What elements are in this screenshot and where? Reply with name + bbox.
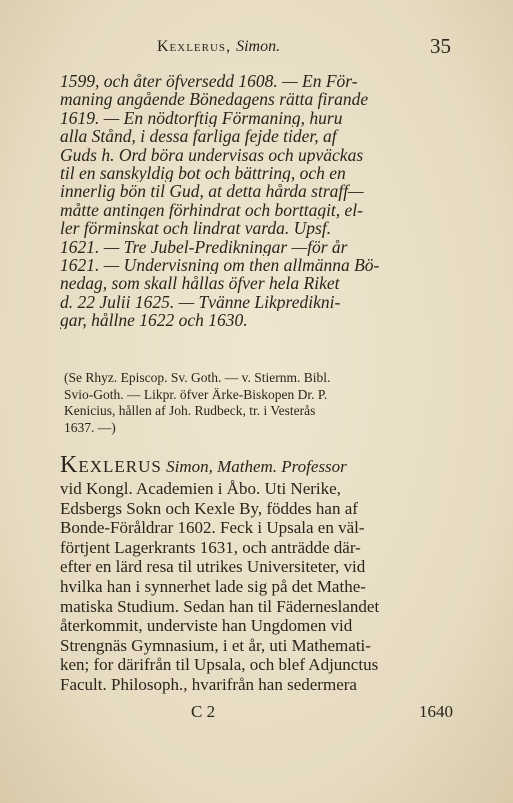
text-line: d. 22 Julii 1625. — Tvänne Likpredikni- xyxy=(60,292,341,312)
running-head xyxy=(157,38,280,56)
text-line: Guds h. Ord böra undervisas och upväckas xyxy=(60,145,364,164)
running-head-separator: , xyxy=(226,38,237,55)
catchword: 1640 xyxy=(419,702,453,721)
text-line: ler förminskat och lindrat varda. Upsf. xyxy=(60,219,332,238)
running-head-name: Kexlerus xyxy=(157,38,227,55)
text-line: måtte antingen förhindrat och borttagit, el- xyxy=(60,200,363,220)
text-line: maning angående Bönedagens rätta firande xyxy=(60,90,369,109)
text-line: matiska Studium. Sedan han til Fäderneslandet xyxy=(60,596,380,616)
text-line: hvilka han i synnerhet lade sig på det Mathe- xyxy=(60,576,366,596)
entry-title: Simon, Mathem. Professor xyxy=(161,457,347,476)
text-line: återkommit, underviste han Ungdomen vid xyxy=(60,616,353,636)
text-line: 1619. — En nödtorftig Förmaning, huru xyxy=(60,108,343,128)
page-header xyxy=(0,34,513,60)
text-line: 1599, och åter öfversedd 1608. — En För- xyxy=(60,72,358,91)
text-line: förtjent Lagerkrants 1631, och anträdde där- xyxy=(60,537,361,557)
running-head-given-name: Simon. xyxy=(236,38,281,55)
citation-note xyxy=(64,370,460,436)
text-line: 1621. — Tre Jubel-Predikningar —för år xyxy=(60,237,348,256)
signature-mark: C 2 xyxy=(191,702,216,721)
text-line: 1621. — Undervisning om then allmänna Bö- xyxy=(60,255,380,275)
text-line: efter en lärd resa til utrikes Universiteter, vid xyxy=(60,557,366,577)
entry-heading-line xyxy=(60,452,456,479)
text-line: alla Stånd, i dessa farliga fejde tider, af xyxy=(60,127,337,146)
citation-line: Kenicius, hållen af Joh. Rudbeck, tr. i Vesterås xyxy=(64,403,316,418)
text-line: vid Kongl. Academien i Åbo. Uti Nerike, xyxy=(60,479,341,498)
text-line: ken; for därifrån til Upsala, och blef Adjunctus xyxy=(60,655,379,675)
page-footer xyxy=(0,702,513,726)
text-line: til en sanskyldig bot och bättring, och en xyxy=(60,163,346,183)
page-number: 35 xyxy=(430,34,451,58)
text-line: Bonde-Föråldrar 1602. Feck i Upsala en väl- xyxy=(60,518,365,538)
text-line: Facult. Philosoph., hvarifrån han sedermera xyxy=(60,674,357,694)
citation-line: 1637. —) xyxy=(64,419,116,435)
citation-line: (Se Rhyz. Episcop. Sv. Goth. — v. Stiernm. Bibl. xyxy=(64,370,331,385)
continued-entry-text xyxy=(60,72,456,329)
text-line: innerlig bön til Gud, at detta hårda straff— xyxy=(60,182,364,201)
text-line: gar, hållne 1622 och 1630. xyxy=(60,311,248,330)
text-line: Edsbergs Sokn och Kexle By, föddes han af xyxy=(60,498,358,518)
citation-line: Svio-Goth. — Likpr. öfver Ärke-Biskopen Dr. P. xyxy=(64,386,328,402)
text-line: Strengnäs Gymnasium, i et år, uti Mathemati- xyxy=(60,635,371,655)
main-entry-text xyxy=(60,452,456,695)
entry-name: Kexlerus xyxy=(60,452,162,478)
text-line: nedag, som skall hållas öfver hela Riket xyxy=(60,274,340,293)
